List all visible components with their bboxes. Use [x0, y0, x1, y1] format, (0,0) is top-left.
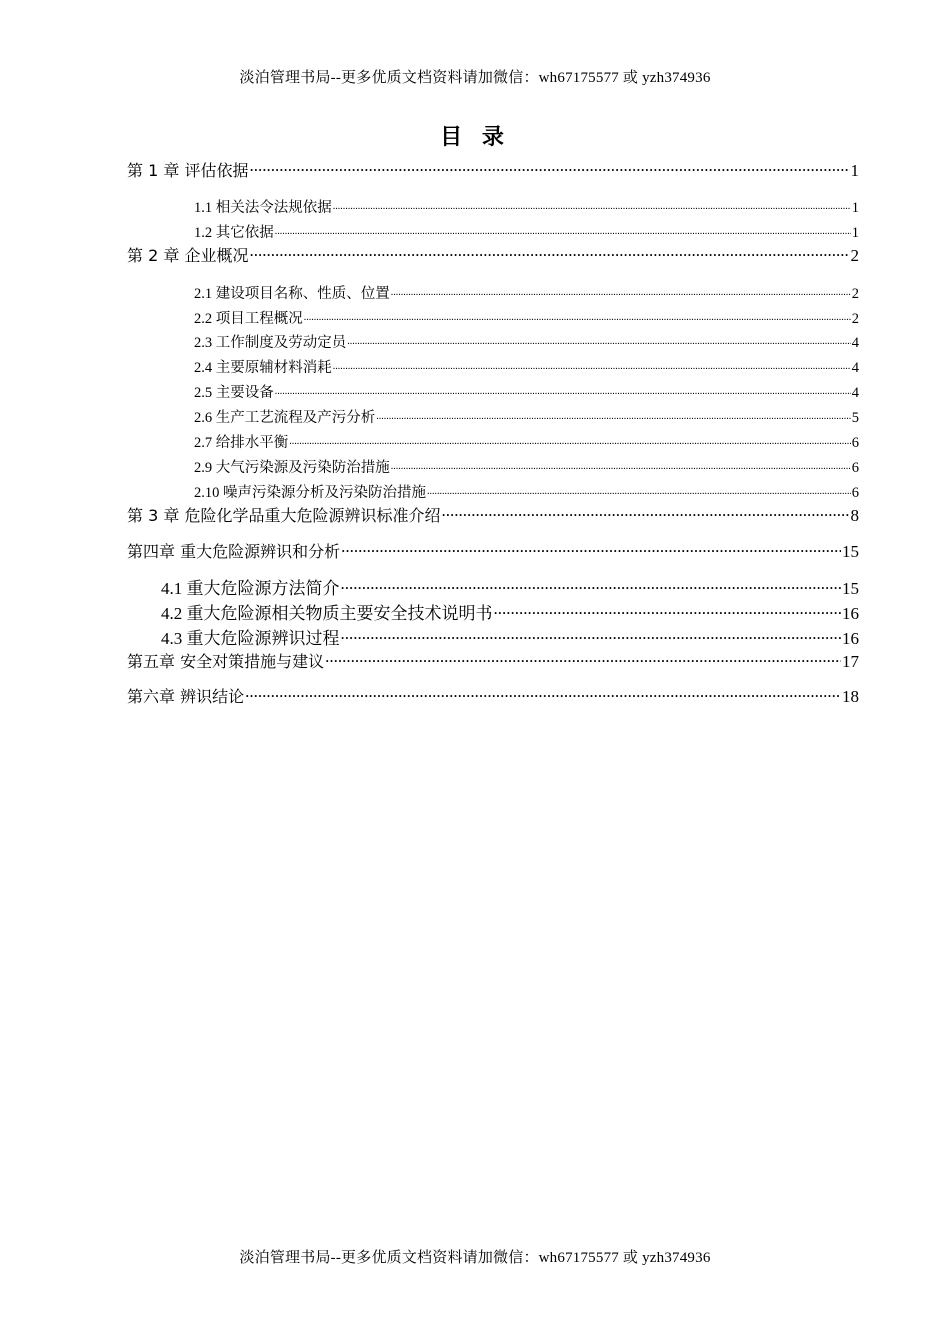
dot-leader: [333, 361, 851, 372]
dot-leader: [376, 411, 851, 422]
toc-entry-label: 第六章 辨识结论: [127, 687, 245, 706]
toc-entry-label: 4.2 重大危险源相关物质主要安全技术说明书: [161, 604, 493, 623]
toc-entry-page: 15: [842, 579, 859, 598]
toc-entry-page: 6: [851, 460, 859, 476]
dot-leader: [441, 504, 849, 521]
toc-entry-2-7[interactable]: [194, 431, 859, 452]
toc-entry-2-1[interactable]: [194, 282, 859, 303]
toc-entry-2-10[interactable]: [194, 481, 859, 502]
toc-entry-label: 2.5 主要设备: [194, 385, 274, 401]
toc-entry-chapter-2[interactable]: [127, 243, 859, 266]
toc-entry-page: 5: [851, 410, 859, 426]
toc-entry-2-3[interactable]: [194, 331, 859, 352]
dot-leader: [304, 312, 851, 323]
toc-entry-2-2[interactable]: [194, 307, 859, 328]
dot-leader: [249, 244, 849, 261]
toc-entry-label: 2.1 建设项目名称、性质、位置: [194, 286, 390, 302]
toc-entry-1-1[interactable]: [194, 196, 859, 217]
toc-entry-label: 2.4 主要原辅材料消耗: [194, 360, 332, 376]
toc-entry-label: 2.7 给排水平衡: [194, 435, 289, 451]
toc-entry-page: 4: [851, 360, 859, 376]
dot-leader: [275, 386, 851, 397]
dot-leader: [245, 685, 841, 702]
dot-leader: [391, 461, 851, 472]
toc-entry-page: 4: [851, 335, 859, 351]
toc-entry-label: 第五章 安全对策措施与建议: [127, 652, 325, 671]
dot-leader: [341, 540, 841, 557]
toc-entry-label: 第 2 章 企业概况: [127, 246, 249, 265]
dot-leader: [325, 650, 841, 667]
toc-entry-4-1[interactable]: [161, 574, 859, 599]
toc-entry-page: 15: [842, 542, 859, 561]
toc-entry-2-6[interactable]: [194, 406, 859, 427]
dot-leader: [275, 226, 851, 237]
dot-leader: [391, 287, 851, 298]
toc-entry-chapter-5[interactable]: [127, 649, 859, 672]
toc-entry-chapter-6[interactable]: [127, 684, 859, 707]
dot-leader: [494, 602, 842, 619]
toc-entry-page: 16: [842, 604, 859, 623]
toc-entry-page: 4: [851, 385, 859, 401]
toc-entry-2-9[interactable]: [194, 456, 859, 477]
toc-entry-label: 第 1 章 评估依据: [127, 161, 249, 180]
toc-entry-page: 6: [851, 485, 859, 501]
toc-title: 目 录: [440, 125, 510, 150]
toc-entry-label: 4.3 重大危险源辨识过程: [161, 629, 340, 648]
toc-entry-chapter-3[interactable]: [127, 503, 859, 526]
toc-entry-2-5[interactable]: [194, 381, 859, 402]
toc-entry-label: 2.6 生产工艺流程及产污分析: [194, 410, 376, 426]
toc-entry-label: 2.3 工作制度及劳动定员: [194, 335, 347, 351]
toc-entry-page: 2: [850, 246, 859, 265]
toc-entry-label: 第四章 重大危险源辨识和分析: [127, 542, 341, 561]
toc-entry-4-2[interactable]: [161, 599, 859, 624]
dot-leader: [341, 627, 842, 644]
toc-entry-2-4[interactable]: [194, 356, 859, 377]
toc-entry-label: 1.1 相关法令法规依据: [194, 200, 332, 216]
dot-leader: [333, 201, 851, 212]
toc-entry-chapter-4[interactable]: [127, 539, 859, 562]
toc-entry-page: 18: [842, 687, 859, 706]
toc-entry-page: 2: [851, 286, 859, 302]
toc-entry-page: 6: [851, 435, 859, 451]
dot-leader: [289, 436, 851, 447]
toc-entry-page: 8: [850, 506, 859, 525]
dot-leader: [341, 577, 842, 594]
toc-entry-1-2[interactable]: [194, 221, 859, 242]
dot-leader: [249, 159, 849, 176]
toc-entry-label: 4.1 重大危险源方法简介: [161, 579, 340, 598]
page-header: 淡泊管理书局--更多优质文档资料请加微信：wh67175577 或 yzh374936: [239, 70, 711, 86]
toc-entry-label: 2.10 噪声污染源分析及污染防治措施: [194, 485, 426, 501]
dot-leader: [427, 486, 851, 497]
toc-entry-page: 1: [851, 200, 859, 216]
toc-entry-label: 1.2 其它依据: [194, 225, 274, 241]
toc-entry-chapter-1[interactable]: [127, 158, 859, 181]
toc-entry-label: 2.2 项目工程概况: [194, 311, 303, 327]
toc-entry-page: 16: [842, 629, 859, 648]
dot-leader: [347, 336, 851, 347]
toc-entry-page: 1: [850, 161, 859, 180]
toc-entry-label: 2.9 大气污染源及污染防治措施: [194, 460, 390, 476]
toc-entry-label: 第 3 章 危险化学品重大危险源辨识标准介绍: [127, 506, 441, 525]
toc-entry-page: 2: [851, 311, 859, 327]
page-footer: 淡泊管理书局--更多优质文档资料请加微信：wh67175577 或 yzh374936: [239, 1250, 711, 1266]
toc-entry-4-3[interactable]: [161, 624, 859, 649]
toc-entry-page: 17: [842, 652, 859, 671]
toc-entry-page: 1: [851, 225, 859, 241]
